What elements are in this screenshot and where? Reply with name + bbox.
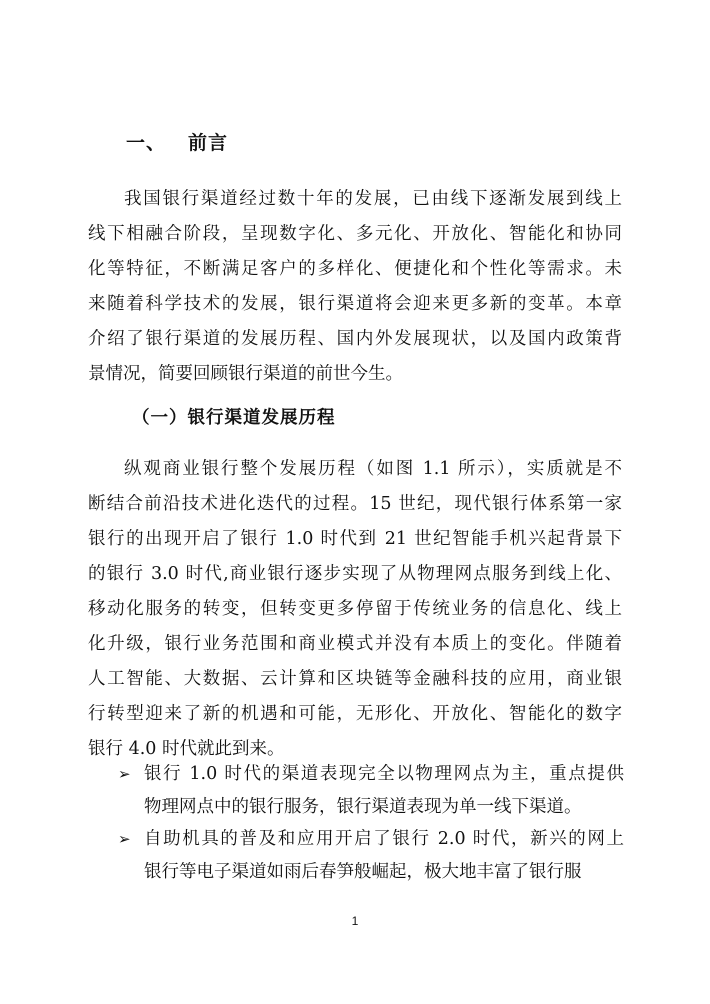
paragraph-line: 介绍了银行渠道的发展历程、国内外发展现状，以及国内政策背	[88, 329, 622, 349]
paragraph-line: 的银行 3.0 时代,商业银行逐步实现了从物理网点服务到线上化、	[88, 564, 622, 584]
paragraph-line: 我国银行渠道经过数十年的发展，已由线下逐渐发展到线上	[124, 189, 622, 209]
arrow-bullet-icon: ➢	[118, 765, 131, 783]
paragraph-line: 景情况，简要回顾银行渠道的前世今生。	[88, 364, 403, 384]
paragraph-line: 化等特征，不断满足客户的多样化、便捷化和个性化等需求。未	[88, 259, 622, 279]
bullet-line	[118, 758, 624, 791]
paragraph-line: 银行 4.0 时代就此到来。	[88, 739, 285, 759]
paragraph-line: 线下相融合阶段，呈现数字化、多元化、开放化、智能化和协同	[88, 224, 622, 244]
arrow-bullet-icon: ➢	[118, 830, 131, 848]
paragraph-line: 移动化服务的转变，但转变更多停留于传统业务的信息化、线上	[88, 599, 622, 619]
page-number: 1	[351, 914, 359, 928]
intro-paragraph	[88, 182, 622, 392]
bullet-item	[118, 823, 624, 889]
section-heading	[126, 128, 228, 155]
paragraph-line: 化升级，银行业务范围和商业模式并没有本质上的变化。伴随着	[88, 634, 622, 654]
section-number: 一、	[126, 132, 167, 154]
bullet-text: 自助机具的普及和应用开启了银行 2.0 时代，新兴的网上	[144, 829, 624, 849]
paragraph-line: 人工智能、大数据、云计算和区块链等金融科技的应用，商业银	[88, 669, 622, 689]
paragraph-line: 断结合前沿技术进化迭代的过程。15 世纪，现代银行体系第一家	[88, 494, 622, 514]
history-paragraph	[88, 452, 622, 767]
bullet-line: 物理网点中的银行服务，银行渠道表现为单一线下渠道。	[144, 797, 582, 817]
bullet-text: 银行 1.0 时代的渠道表现完全以物理网点为主，重点提供	[144, 764, 624, 784]
bullet-line: 银行等电子渠道如雨后春笋般崛起，极大地丰富了银行服	[144, 862, 582, 882]
bullet-line	[118, 823, 624, 856]
paragraph-line: 银行的出现开启了银行 1.0 时代到 21 世纪智能手机兴起背景下	[88, 529, 622, 549]
paragraph-line: 来随着科学技术的发展，银行渠道将会迎来更多新的变革。本章	[88, 294, 622, 314]
paragraph-line: 行转型迎来了新的机遇和可能，无形化、开放化、智能化的数字	[88, 704, 622, 724]
subsection-heading: （一）银行渠道发展历程	[132, 408, 336, 428]
paragraph-line: 纵观商业银行整个发展历程（如图 1.1 所示），实质就是不	[124, 459, 622, 479]
bullet-item	[118, 758, 624, 824]
section-title: 前言	[188, 132, 229, 154]
